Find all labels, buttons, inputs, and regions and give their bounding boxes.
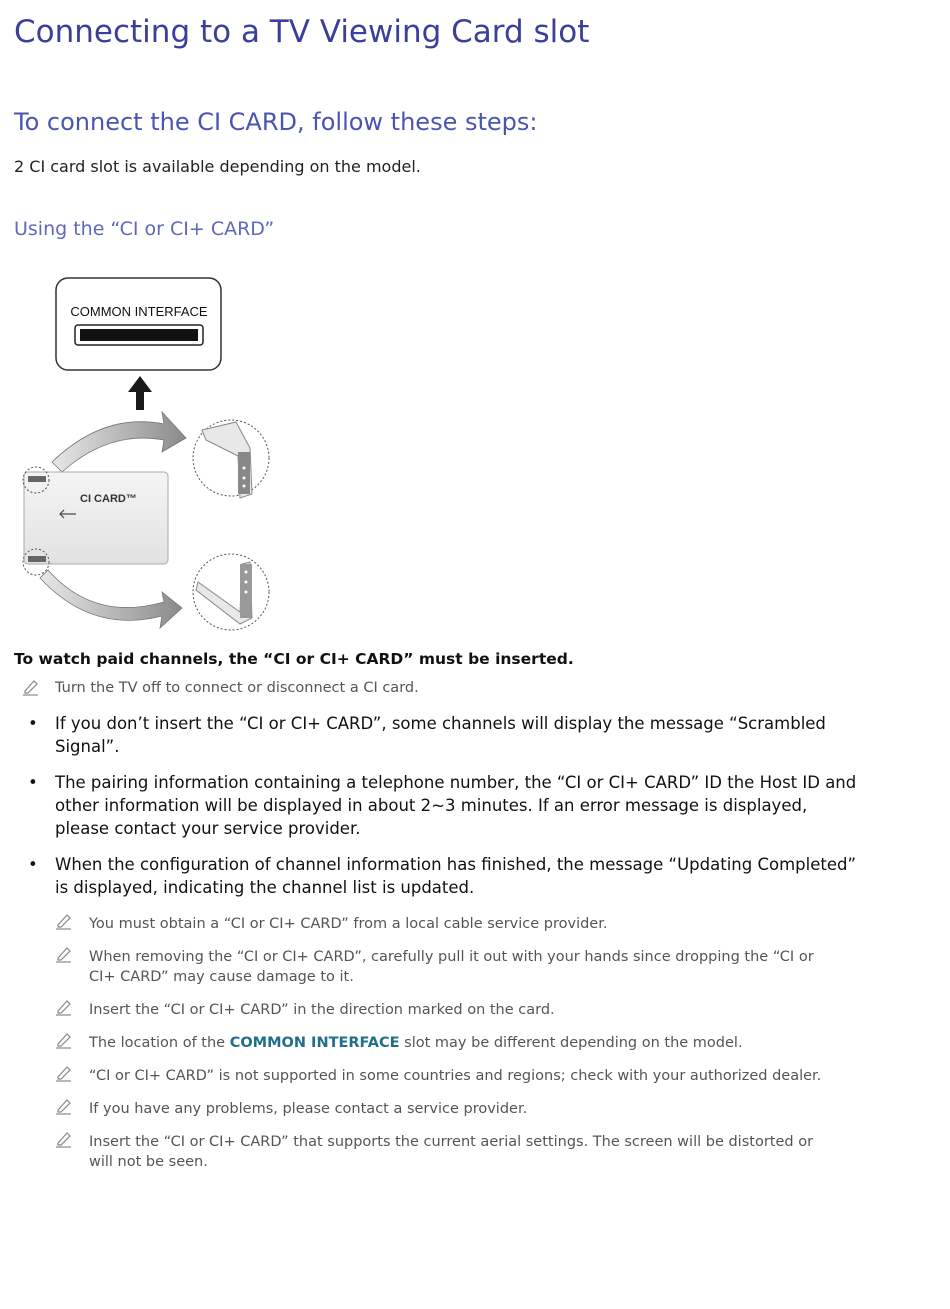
ci-card-illustration	[14, 272, 284, 637]
bullet-icon: •	[28, 855, 38, 874]
paid-channels-text: To watch paid channels, the “CI or CI+ CARD” must be inserted.	[14, 650, 574, 668]
pencil-note-icon	[55, 998, 73, 1016]
note-item	[55, 1132, 835, 1172]
common-interface-highlight: COMMON INTERFACE	[229, 1035, 400, 1051]
pencil-note-icon	[55, 1031, 73, 1049]
notes-list	[55, 914, 835, 1185]
bullet-icon: •	[28, 773, 38, 792]
intro-text: 2 CI card slot is available depending on the model.	[14, 157, 421, 176]
list-item	[28, 712, 858, 758]
note-text: When removing the “CI or CI+ CARD”, carefully pull it out with your hands since dropping the “CI or CI+ CARD” may cause damage to it.	[89, 949, 814, 985]
note-item	[55, 914, 835, 934]
up-arrow-icon	[128, 376, 152, 410]
pencil-note-icon	[55, 1130, 73, 1148]
bullet-text: The pairing information containing a telephone number, the “CI or CI+ CARD” ID the Host ID and other information will be displayed in about 2~3 minutes. If an error message is displayed, please contact your service provider.	[55, 773, 857, 838]
note-text: Insert the “CI or CI+ CARD” that supports the current aerial settings. The screen will be distorted or will not be seen.	[89, 1134, 814, 1170]
slot-label: COMMON INTERFACE	[70, 304, 208, 319]
top-note-text: Turn the TV off to connect or disconnect a CI card.	[55, 680, 419, 696]
bullet-text: If you don’t insert the “CI or CI+ CARD”, some channels will display the message “Scrambled Signal”.	[55, 714, 826, 756]
pencil-note-icon	[55, 912, 73, 930]
pencil-note-icon	[55, 1097, 73, 1115]
note-item	[55, 1033, 835, 1053]
card-label: CI CARD™	[80, 493, 137, 505]
note-text-after: slot may be different depending on the model.	[399, 1035, 743, 1051]
note-text: You must obtain a “CI or CI+ CARD” from a local cable service provider.	[89, 916, 608, 932]
pencil-note-icon	[22, 678, 40, 696]
note-item	[55, 1099, 835, 1119]
common-interface-slot-box	[56, 278, 221, 370]
section-subtitle: To connect the CI CARD, follow these steps:	[14, 108, 538, 136]
page-title: Connecting to a TV Viewing Card slot	[14, 14, 590, 50]
bullet-text: When the configuration of channel information has finished, the message “Updating Completed” is displayed, indicating the channel list is updated.	[55, 855, 856, 897]
section-heading: Using the “CI or CI+ CARD”	[14, 218, 275, 240]
note-text: If you have any problems, please contact a service provider.	[89, 1101, 528, 1117]
note-item	[55, 1000, 835, 1020]
note-item	[55, 947, 835, 987]
note-item	[55, 1066, 835, 1086]
bullet-list	[28, 712, 858, 912]
pencil-note-icon	[55, 945, 73, 963]
note-text: Insert the “CI or CI+ CARD” in the direction marked on the card.	[89, 1002, 555, 1018]
note-text-before: The location of the	[89, 1035, 230, 1051]
curved-arrow-upper	[52, 412, 186, 472]
list-item	[28, 853, 858, 899]
top-note	[22, 680, 902, 696]
pencil-note-icon	[55, 1064, 73, 1082]
curved-arrow-lower	[40, 570, 182, 628]
list-item	[28, 771, 858, 840]
ci-card-shape	[24, 472, 168, 564]
note-text: “CI or CI+ CARD” is not supported in some countries and regions; check with your authorized dealer.	[89, 1068, 822, 1084]
bullet-icon: •	[28, 714, 38, 733]
